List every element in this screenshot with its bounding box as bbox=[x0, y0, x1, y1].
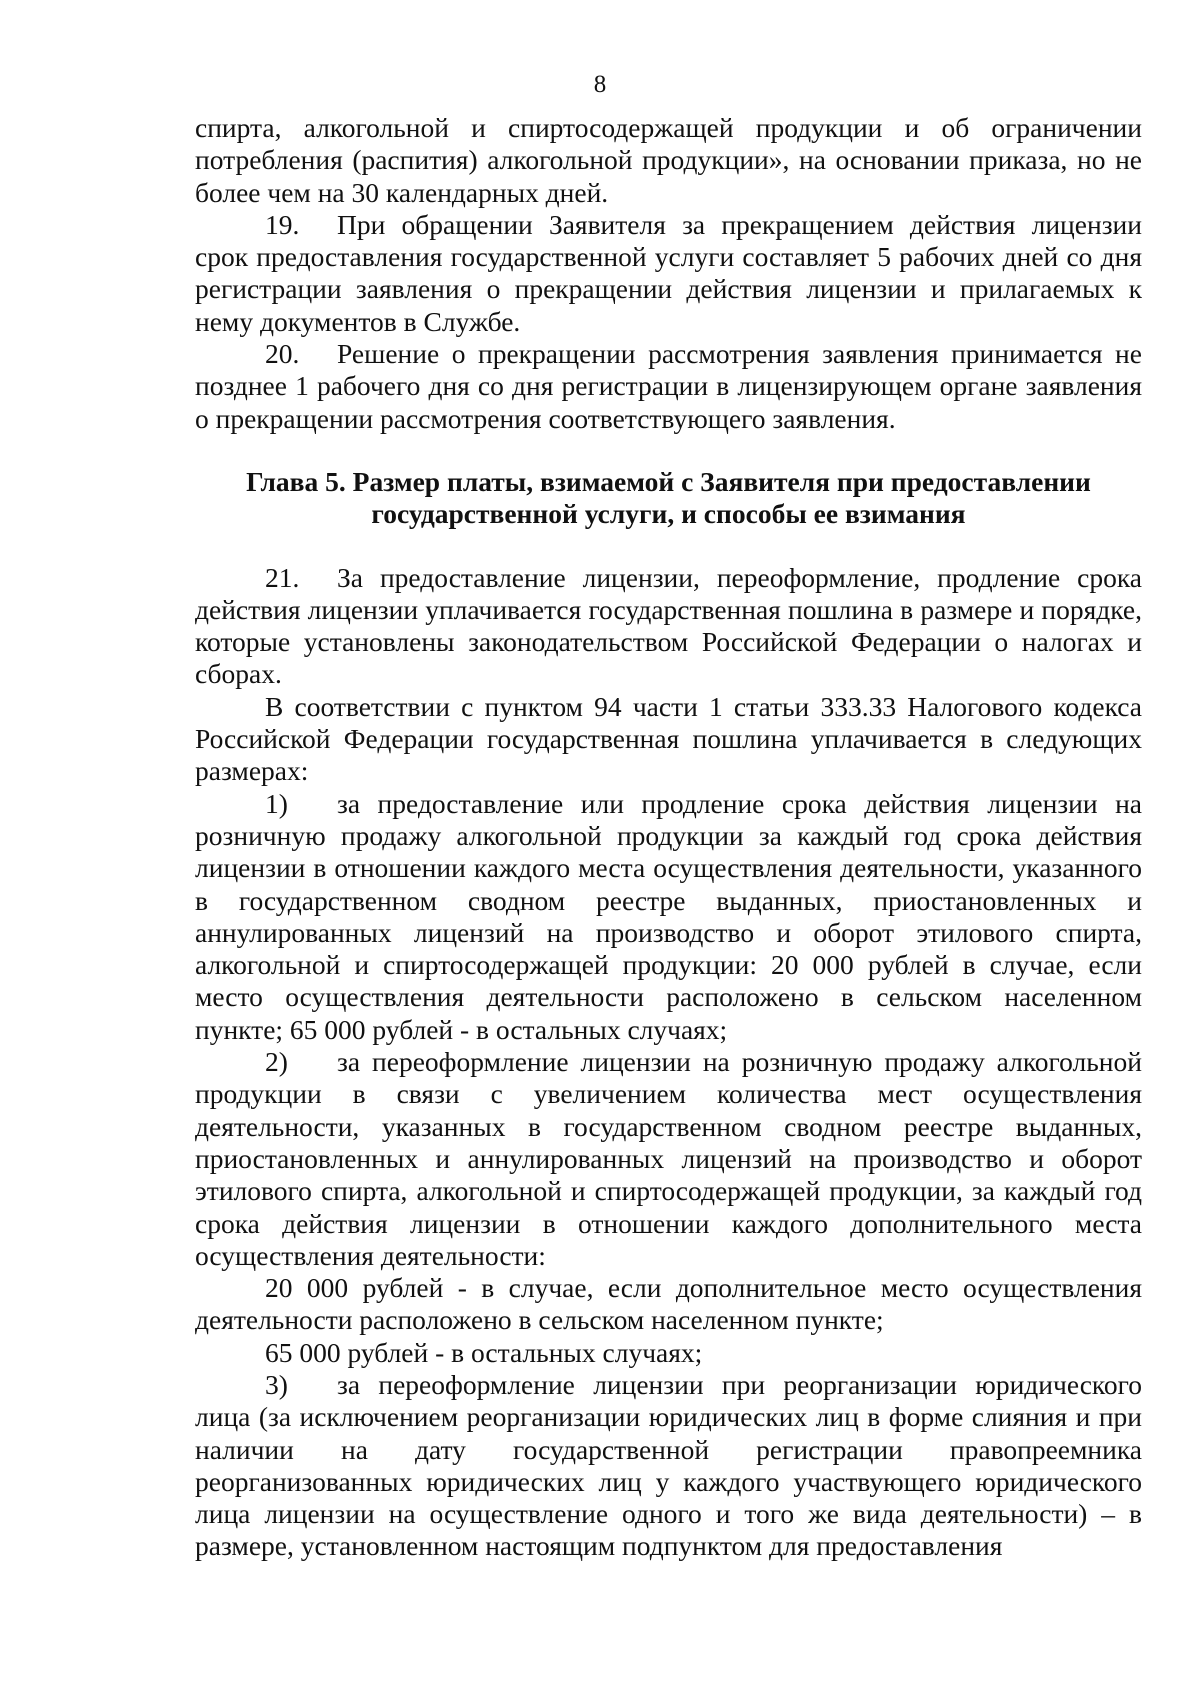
list-item-text: 65 000 рублей - в остальных случаях; bbox=[265, 1336, 703, 1368]
page-number: 8 bbox=[593, 71, 607, 98]
paragraph-continuation bbox=[195, 112, 1142, 209]
paragraph-text: В соответствии с пунктом 94 части 1 статьи 333.33 Налогового кодекса Российской Федерации государственная пошлина уплачивается в следующих размерах: bbox=[195, 690, 1142, 787]
paragraph-21 bbox=[195, 562, 1142, 691]
list-item-text: за переоформление лицензии при реорганизации юридического лица (за исключением реорганизации юридических лиц в форме слияния и при наличии на дату государственной регистрации правопреемника реорганизованных юридических лиц у каждого участвующего юридического лица лицензии на осуществление одного и того же вида деятельности) – в размере, установленном настоящим подпунктом для предоставления bbox=[195, 1368, 1142, 1562]
list-item-number: 3) bbox=[265, 1368, 288, 1400]
list-item-2-rural bbox=[195, 1272, 1142, 1337]
paragraph-19 bbox=[195, 209, 1142, 338]
paragraph-number: 21. bbox=[265, 561, 300, 593]
list-item-2-other bbox=[195, 1337, 1142, 1369]
paragraph-number: 19. bbox=[265, 208, 300, 240]
list-item-3 bbox=[195, 1369, 1142, 1563]
paragraph-tax-code bbox=[195, 691, 1142, 788]
list-item-1 bbox=[195, 788, 1142, 1046]
list-item-2 bbox=[195, 1046, 1142, 1272]
chapter-heading-line-2: государственной услуги, и способы ее взимания bbox=[371, 498, 966, 530]
paragraph-20 bbox=[195, 338, 1142, 435]
chapter-heading-line-1: Глава 5. Размер платы, взимаемой с Заявителя при предоставлении bbox=[246, 465, 1091, 497]
list-item-text: 20 000 рублей - в случае, если дополнительное место осуществления деятельности расположено в сельском населенном пункте; bbox=[195, 1272, 1142, 1336]
list-item-text: за предоставление или продление срока действия лицензии на розничную продажу алкогольной продукции за каждый год срока действия лицензии в отношении каждого места осуществления деятельности, указанного в государственном сводном реестре выданных, приостановленных и аннулированных лицензий на производство и оборот этилового спирта, алкогольной и спиртосодержащей продукции: 20 000 рублей в случае, если место осуществления деятельности расположено в сельском населенном пункте; 65 000 рублей - в остальных случаях; bbox=[195, 787, 1142, 1045]
paragraph-text: За предоставление лицензии, переоформление, продление срока действия лицензии уплачивается государственная пошлина в размере и порядке, которые установлены законодательством Российской Федерации о налогах и сборах. bbox=[195, 561, 1142, 690]
chapter-heading bbox=[195, 466, 1142, 531]
list-item-number: 2) bbox=[265, 1046, 288, 1078]
paragraph-text: спирта, алкогольной и спиртосодержащей продукции и об ограничении потребления (распития) алкогольной продукции», на основании приказа, но не более чем на 30 календарных дней. bbox=[195, 112, 1142, 208]
paragraph-text: Решение о прекращении рассмотрения заявления принимается не позднее 1 рабочего дня со дня регистрации в лицензирующем органе заявления о прекращении рассмотрения соответствующего заявления. bbox=[195, 338, 1142, 434]
paragraph-number: 20. bbox=[265, 338, 300, 370]
paragraph-text: При обращении Заявителя за прекращением действия лицензии срок предоставления государственной услуги составляет 5 рабочих дней со дня регистрации заявления о прекращении действия лицензии и прилагаемых к нему документов в Службе. bbox=[195, 208, 1142, 337]
list-item-number: 1) bbox=[265, 787, 288, 819]
list-item-text: за переоформление лицензии на розничную продажу алкогольной продукции в связи с увеличением количества мест осуществления деятельности, указанных в государственном сводном реестре выданных, приостановленных и аннулированных лицензий на производство и оборот этилового спирта, алкогольной и спиртосодержащей продукции, за каждый год срока действия лицензии в отношении каждого дополнительного места осуществления деятельности: bbox=[195, 1046, 1142, 1271]
document-body bbox=[195, 112, 1142, 1563]
